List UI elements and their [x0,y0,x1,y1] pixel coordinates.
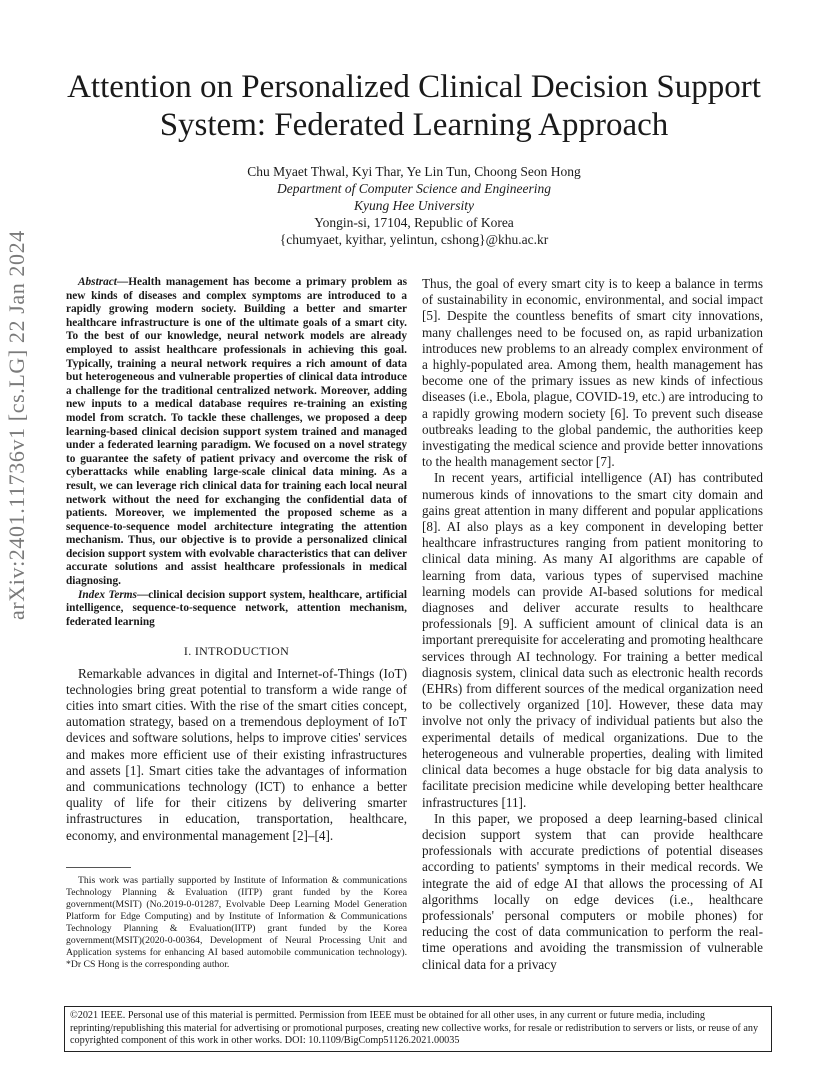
arxiv-watermark: arXiv:2401.11736v1 [cs.LG] 22 Jan 2024 [4,230,29,620]
left-column [66,276,407,844]
copyright-notice: ©2021 IEEE. Personal use of this material is permitted. Permission from IEEE must be obtained for all other uses, in any current or future media, including reprinting/republishing this material for advertising or promotional purposes, creating new collective works, for resale or redistribution to servers or lists, or reuse of any copyrighted component of this work in other works. DOI: 10.1109/BigComp51126.2021.00035 [64,1006,772,1052]
abstract [66,276,407,589]
intro-paragraph-4: In this paper, we proposed a deep learning-based clinical decision support system that can provide healthcare professionals with accurate predictions of potential diseases according to patients' symptoms in their medical records. We integrate the aid of edge AI that allows the processing of AI algorithms locally on edge devices (i.e., healthcare professionals' personal computers or mobile phones) for reducing the cost of data communication to perform the real-time operations and avoiding the transmission of vulnerable clinical data for a privacy [422,810,763,972]
intro-paragraph-1: Remarkable advances in digital and Internet-of-Things (IoT) technologies bring great potential to transform a wide range of cities into smart cities. With the rise of the smart cities concept, automation strategy, based on a tremendous deployment of IoT devices and software solutions, helps to improve cities' services and makes more efficient use of their existing infrastructures and assets [1]. Smart cities take the advantages of information and communications technology (ICT) to enhance a better quality of life for their citizens by delivering smarter infrastructures in education, transportation, healthcare, economy, and environmental management [2]–[4]. [66,665,407,843]
author-names: Chu Myaet Thwal, Kyi Thar, Ye Lin Tun, Choong Seon Hong [247,164,581,179]
index-terms-label: Index Terms [78,588,137,601]
author-emails: {chumyaet, kyithar, yelintun, cshong}@khu.ac.kr [279,232,549,247]
abstract-text: —Health management has become a primary problem as new kinds of diseases and complex symptoms are introduced to a rapidly growing modern society. Building a better and smarter healthcare infrastructure is one of the ultimate goals of a smart city. To the best of our knowledge, neural network models are already employed to assist healthcare professionals in achieving this goal. Typically, training a neural network requires a rich amount of data but heterogeneous and vulnerable properties of clinical data introduce a challenge for the traditional centralized network. Moreover, adding new inputs to a medical database requires re-training an existing model from scratch. To tackle these challenges, we proposed a deep learning-based clinical decision support system trained and managed under a federated learning paradigm. We focused on a novel strategy to guarantee the safety of patient privacy and overcome the risk of cyberattacks while enabling large-scale clinical data mining. As a result, we can leverage rich clinical data for training each local neural network without the need for exchanging the confidential data of patients. Moreover, we implemented the proposed scheme as a sequence-to-sequence model architecture integrating the attention mechanism. Thus, our objective is to provide a personalized clinical decision support system with evolvable characteristics that can deliver accurate solutions and assist healthcare professionals in medical diagnosing. [66,276,407,588]
abstract-label: Abstract [78,276,117,288]
paper-title: Attention on Personalized Clinical Decision Support System: Federated Learning Approach [67,69,761,143]
index-terms-text: —clinical decision support system, healthcare, artificial intelligence, sequence-to-sequence network, attention mechanism, federated learning [66,588,408,628]
intro-paragraph-3: In recent years, artificial intelligence (AI) has contributed numerous kinds of innovations to the smart city domain and gains great attention in many different and popular applications [8]. AI also plays as a key component in developing better healthcare infrastructures ranging from patient monitoring to clinical data mining. As many AI algorithms are capable of learning from data, various types of supervised machine learning models can provide AI-based solutions for medical diagnoses and deliver accurate results to healthcare professionals [9]. A sufficient amount of clinical data is an important prerequisite for accelerating and promoting healthcare services through AI technology. For training a better medical diagnosis system, clinical data such as electronic health records (EHRs) from different sources of the medical organization need to be collectively organized [10]. However, these data may involve not only the privacy of individual patients but also the experimental details of medical organizations. Due to the heterogeneous and vulnerable properties, dealing with limited clinical data becomes a huge obstacle for big data analysis to facilitate precision medicine while developing better healthcare infrastructures [11]. [422,470,763,810]
funding-footnote: This work was partially supported by Institute of Information & communications Technology Planning & Evaluation (IITP) grant funded by the Korea government(MSIT) (No.2019-0-01287, Evolvable Deep Learning Model Generation Platform for Edge Computing) and by Institute of Information & Communications Technology Planning & Evaluation(IITP) grant funded by the Korea government(MSIT)(2020-0-00364, Development of Neural Processing Unit and Application systems for enhancing AI based automobile communication technology). *Dr CS Hong is the corresponding author. [66,875,407,970]
author-department: Department of Computer Science and Engineering [276,181,552,196]
section-heading-introduction: I. INTRODUCTION [183,644,290,659]
index-terms [66,589,407,630]
author-block [60,163,768,248]
right-column [422,276,763,973]
intro-paragraph-2: Thus, the goal of every smart city is to keep a balance in terms of sustainability in economic, environmental, and social impact [5]. Despite the countless benefits of smart city innovations, many challenges need to be focused on, as rapid urbanization introduces new problems to an already complex environment of a highly-populated area. Among them, health management has become one of the primary issues as new kinds of infectious diseases (i.e., Ebola, plague, COVID-19, etc.) are introducing to a rapidly growing modern society [6]. To prevent such disease outbreaks leading to the global pandemic, the authorities keep investigating the medical science and provide better innovations to the health management sector [7]. [422,276,763,470]
author-university: Kyung Hee University [354,198,474,213]
footnote-rule [66,867,131,868]
author-address: Yongin-si, 17104, Republic of Korea [314,215,514,230]
